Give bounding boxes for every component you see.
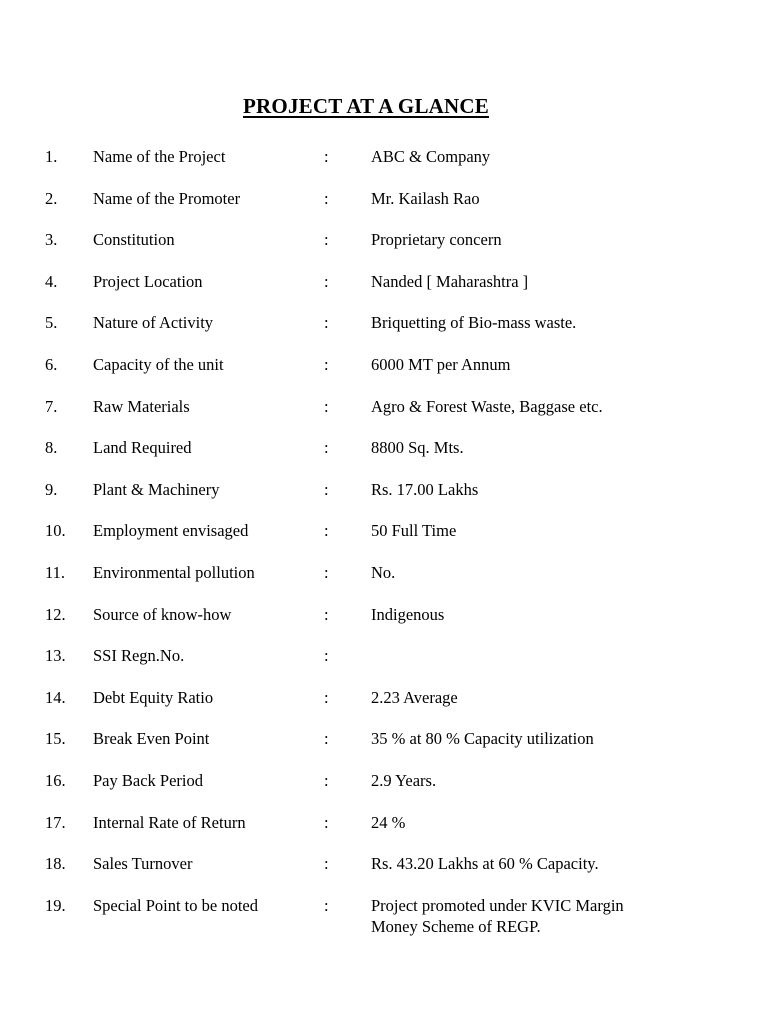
item-separator: : bbox=[324, 271, 329, 291]
list-item-16 bbox=[0, 770, 768, 812]
item-separator: : bbox=[324, 230, 329, 250]
item-separator: : bbox=[324, 313, 329, 333]
item-separator: : bbox=[324, 854, 329, 874]
item-value: 6000 MT per Annum bbox=[371, 354, 511, 374]
item-label: Break Even Point bbox=[93, 729, 210, 749]
item-separator: : bbox=[324, 895, 329, 915]
item-separator: : bbox=[324, 770, 329, 790]
item-label: Plant & Machinery bbox=[93, 479, 220, 499]
item-label: Special Point to be noted bbox=[93, 895, 258, 915]
item-number: 16. bbox=[45, 770, 66, 790]
item-label: Constitution bbox=[93, 230, 175, 250]
item-number: 2. bbox=[45, 188, 58, 208]
item-value: Briquetting of Bio-mass waste. bbox=[371, 313, 577, 333]
item-value: 50 Full Time bbox=[371, 521, 457, 541]
list-item-11 bbox=[0, 562, 768, 604]
item-value: Project promoted under KVIC Margin Money Scheme of REGP. bbox=[371, 895, 624, 936]
item-label: Land Required bbox=[93, 438, 192, 458]
page-title: PROJECT AT A GLANCE bbox=[243, 94, 489, 118]
item-label: Debt Equity Ratio bbox=[93, 687, 214, 707]
list-item-10 bbox=[0, 520, 768, 562]
item-separator: : bbox=[324, 479, 329, 499]
item-value: Rs. 43.20 Lakhs at 60 % Capacity. bbox=[371, 854, 599, 874]
item-number: 3. bbox=[45, 230, 58, 250]
item-value: 8800 Sq. Mts. bbox=[371, 438, 464, 458]
item-value: Mr. Kailash Rao bbox=[371, 188, 480, 208]
list-item-1 bbox=[0, 146, 768, 188]
list-item-5 bbox=[0, 312, 768, 354]
item-label: SSI Regn.No. bbox=[93, 646, 185, 666]
item-number: 19. bbox=[45, 895, 66, 915]
item-label: Source of know-how bbox=[93, 604, 232, 624]
list-item-2 bbox=[0, 188, 768, 230]
item-number: 10. bbox=[45, 521, 66, 541]
item-value: No. bbox=[371, 562, 396, 582]
item-separator: : bbox=[324, 438, 329, 458]
item-separator: : bbox=[324, 521, 329, 541]
item-separator: : bbox=[324, 687, 329, 707]
item-label: Name of the Promoter bbox=[93, 188, 241, 208]
item-value: ABC & Company bbox=[371, 147, 491, 166]
item-value: Proprietary concern bbox=[371, 230, 502, 250]
list-item-18 bbox=[0, 853, 768, 895]
list-item-9 bbox=[0, 479, 768, 521]
item-value: 2.23 Average bbox=[371, 687, 458, 707]
project-details-list bbox=[0, 146, 768, 936]
item-separator: : bbox=[324, 646, 329, 666]
item-number: 15. bbox=[45, 729, 66, 749]
item-separator: : bbox=[324, 354, 329, 374]
item-label: Pay Back Period bbox=[93, 770, 203, 790]
list-item-3 bbox=[0, 229, 768, 271]
list-item-15 bbox=[0, 728, 768, 770]
list-item-19 bbox=[0, 895, 768, 937]
list-item-8 bbox=[0, 437, 768, 479]
item-label: Capacity of the unit bbox=[93, 354, 224, 374]
item-number: 11. bbox=[45, 562, 66, 582]
item-label: Sales Turnover bbox=[93, 854, 193, 874]
item-number: 12. bbox=[45, 604, 66, 624]
item-value: Rs. 17.00 Lakhs bbox=[371, 479, 479, 499]
item-label: Internal Rate of Return bbox=[93, 812, 246, 832]
item-label: Project Location bbox=[93, 271, 203, 291]
item-label: Environmental pollution bbox=[93, 562, 255, 582]
item-separator: : bbox=[324, 562, 329, 582]
item-number: 14. bbox=[45, 687, 66, 707]
item-value: Agro & Forest Waste, Baggase etc. bbox=[371, 396, 603, 416]
item-label: Raw Materials bbox=[93, 396, 190, 416]
item-number: 17. bbox=[45, 812, 66, 832]
list-item-13 bbox=[0, 645, 768, 687]
item-label: Employment envisaged bbox=[93, 521, 249, 541]
list-item-14 bbox=[0, 687, 768, 729]
item-label: Name of the Project bbox=[93, 147, 226, 166]
item-number: 6. bbox=[45, 354, 58, 374]
list-item-12 bbox=[0, 604, 768, 646]
item-number: 7. bbox=[45, 396, 58, 416]
item-value: 2.9 Years. bbox=[371, 770, 437, 790]
item-number: 18. bbox=[45, 854, 66, 874]
item-number: 13. bbox=[45, 646, 66, 666]
item-value: Nanded [ Maharashtra ] bbox=[371, 271, 529, 291]
item-separator: : bbox=[324, 188, 329, 208]
item-value: Indigenous bbox=[371, 604, 445, 624]
item-value: 24 % bbox=[371, 812, 406, 832]
item-number: 8. bbox=[45, 438, 58, 458]
list-item-6 bbox=[0, 354, 768, 396]
list-item-7 bbox=[0, 396, 768, 438]
item-number: 1. bbox=[45, 147, 58, 166]
item-label: Nature of Activity bbox=[93, 313, 214, 333]
item-separator: : bbox=[324, 812, 329, 832]
item-separator: : bbox=[324, 396, 329, 416]
item-separator: : bbox=[324, 147, 329, 166]
list-item-4 bbox=[0, 271, 768, 313]
item-number: 5. bbox=[45, 313, 58, 333]
item-separator: : bbox=[324, 729, 329, 749]
item-separator: : bbox=[324, 604, 329, 624]
item-value: 35 % at 80 % Capacity utilization bbox=[371, 729, 594, 749]
item-number: 9. bbox=[45, 479, 58, 499]
list-item-17 bbox=[0, 812, 768, 854]
item-number: 4. bbox=[45, 271, 58, 291]
